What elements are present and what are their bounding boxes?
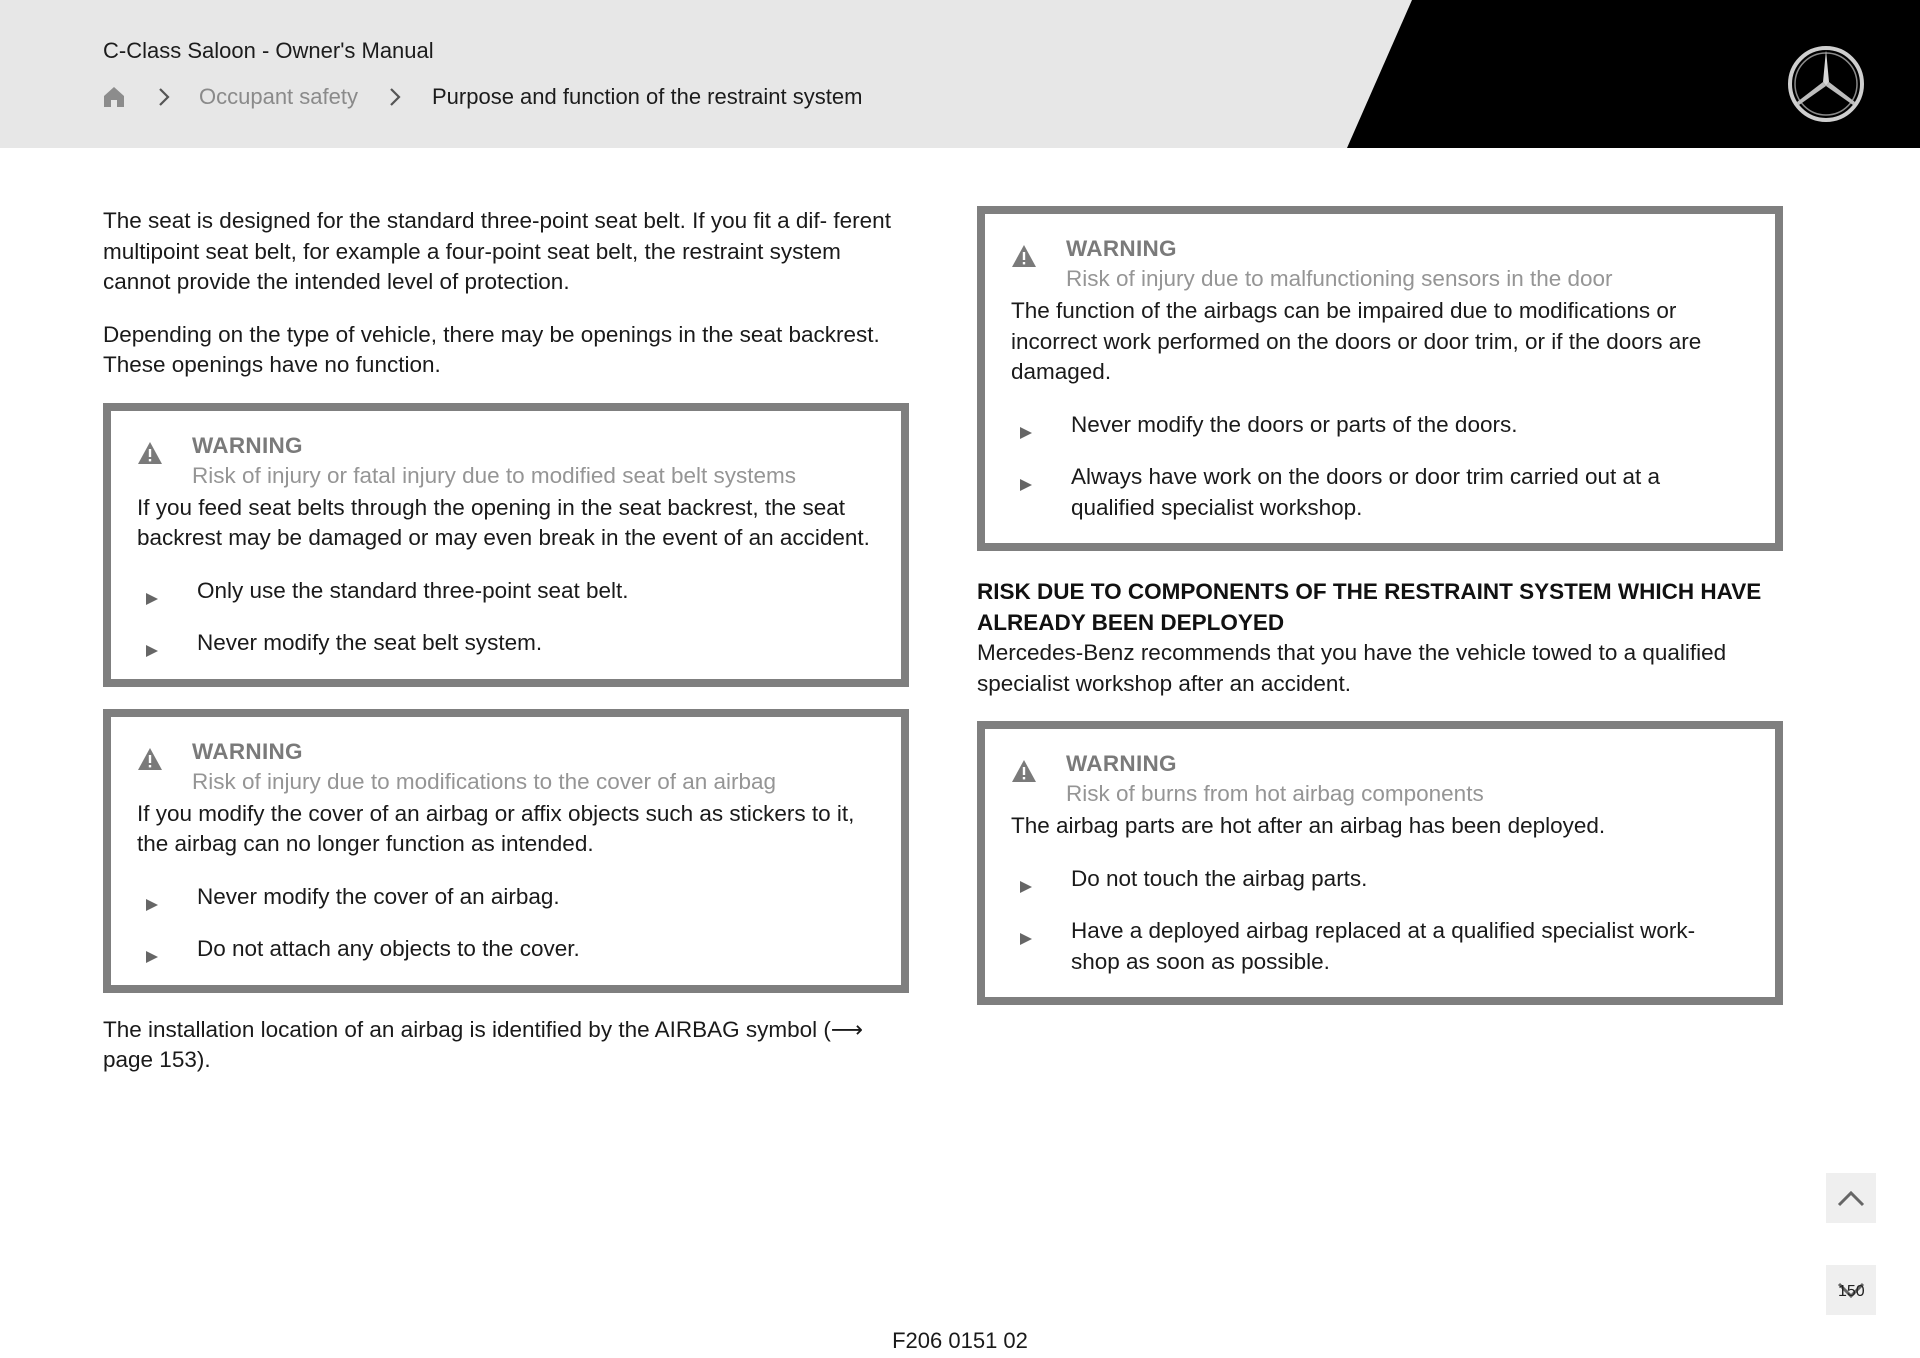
manual-title: C-Class Saloon - Owner's Manual — [103, 38, 434, 63]
scroll-up-button[interactable] — [1826, 1173, 1876, 1223]
bullet-arrow-icon — [1019, 872, 1033, 886]
bullet-arrow-icon — [1019, 418, 1033, 432]
list-item — [1011, 462, 1747, 523]
paragraph: Mercedes-Benz recommends that you have the vehicle towed to a qualified specialist workshop after an accident. — [977, 640, 1727, 696]
warning-triangle-icon — [137, 747, 163, 771]
list-item-text: Only use the standard three-point seat belt. — [197, 577, 629, 603]
list-item — [1011, 916, 1747, 977]
bullet-arrow-icon — [145, 942, 159, 956]
list-item-text: Do not attach any objects to the cover. — [197, 936, 580, 961]
bullet-arrow-icon — [145, 890, 159, 904]
paragraph: The seat is designed for the standard three-point seat belt. If you fit a dif- ferent multipoint seat belt, for example a four-point seat belt, the restraint system cannot provide the intended level of protection. — [103, 208, 891, 294]
warning-label: WARNING — [1066, 751, 1177, 776]
warning-label: WARNING — [192, 432, 303, 458]
list-item — [137, 882, 873, 913]
list-item-text: Never modify the doors or parts of the doors. — [1071, 411, 1518, 437]
bullet-arrow-icon — [1019, 470, 1033, 484]
warning-triangle-icon — [137, 441, 163, 465]
document-code: F206 0151 02 — [892, 1328, 1028, 1353]
warning-triangle-icon — [1011, 759, 1037, 783]
home-icon[interactable] — [103, 86, 125, 108]
warning-box — [103, 403, 909, 687]
header-bar — [0, 0, 1920, 148]
list-item-text: Do not touch the airbag parts. — [1071, 865, 1368, 891]
list-item — [137, 576, 873, 607]
list-item — [137, 934, 873, 965]
warning-body: The function of the airbags can be impaired due to modifications or incorrect work performed on the doors or door trim, or if the doors are damaged. — [1011, 298, 1702, 384]
list-item — [1011, 410, 1747, 441]
warning-subtitle: Risk of injury or fatal injury due to modified seat belt systems — [192, 462, 797, 488]
warning-body: If you modify the cover of an airbag or affix objects such as stickers to it, the airbag can no longer function as intended. — [137, 800, 855, 856]
warning-box — [103, 709, 909, 993]
list-item-text: Never modify the cover of an airbag. — [197, 883, 560, 909]
chevron-up-icon — [1836, 1188, 1866, 1208]
warning-label: WARNING — [192, 738, 303, 764]
paragraph: Depending on the type of vehicle, there may be openings in the seat backrest. These openings have no function. — [103, 321, 880, 377]
breadcrumb-current-page: Purpose and function of the restraint system — [431, 84, 863, 109]
warning-box — [977, 721, 1783, 1005]
chevron-right-icon — [388, 86, 402, 108]
warning-subtitle: Risk of burns from hot airbag components — [1066, 781, 1484, 806]
warning-triangle-icon — [1011, 244, 1037, 268]
warning-label: WARNING — [1066, 236, 1177, 261]
list-item-text: Have a deployed airbag replaced at a qualified specialist work- shop as soon as possible. — [1071, 918, 1696, 974]
right-column — [977, 206, 1783, 1005]
page-number: 150 — [1838, 1283, 1865, 1300]
list-item — [137, 628, 873, 659]
bullet-arrow-icon — [145, 636, 159, 650]
list-item — [1011, 864, 1747, 895]
breadcrumb-link-occupant-safety[interactable]: Occupant safety — [199, 84, 358, 109]
paragraph: The installation location of an airbag is identified by the AIRBAG symbol (⟶ page 153). — [103, 1016, 864, 1072]
left-column — [103, 206, 909, 1098]
warning-body: If you feed seat belts through the opening in the seat backrest, the seat backrest may be damaged or may even break in the event of an accident. — [137, 494, 870, 550]
warning-subtitle: Risk of injury due to modifications to the cover of an airbag — [192, 768, 777, 794]
list-item-text: Never modify the seat belt system. — [197, 630, 543, 655]
list-item-text: Always have work on the doors or door trim carried out at a qualified specialist workshop. — [1071, 464, 1661, 520]
chevron-right-icon — [157, 86, 171, 108]
section-heading: RISK DUE TO COMPONENTS OF THE RESTRAINT SYSTEM WHICH HAVE ALREADY BEEN DEPLOYED — [977, 579, 1762, 635]
warning-body: The airbag parts are hot after an airbag has been deployed. — [1011, 813, 1606, 838]
warning-box — [977, 206, 1783, 551]
bullet-arrow-icon — [145, 584, 159, 598]
mercedes-star-logo-icon — [1786, 44, 1866, 124]
breadcrumb — [103, 82, 862, 112]
bullet-arrow-icon — [1019, 924, 1033, 938]
warning-subtitle: Risk of injury due to malfunctioning sensors in the door — [1066, 266, 1613, 291]
